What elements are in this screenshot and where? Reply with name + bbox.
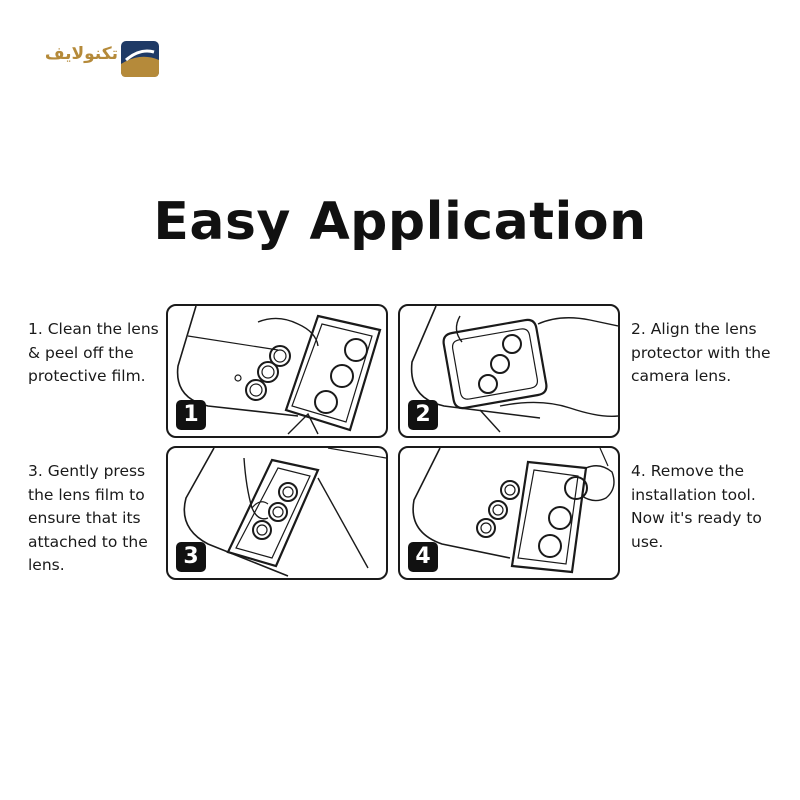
step-1-text: 1. Clean the lens & peel off the protective film. — [28, 320, 159, 385]
step-2-badge: 2 — [408, 400, 438, 430]
step-4-badge: 4 — [408, 542, 438, 572]
brand-name: تکنولایف — [44, 44, 118, 64]
step-2-text: 2. Align the lens protector with the camera lens. — [631, 320, 771, 385]
step-4-illustration — [398, 446, 620, 580]
brand-logo[interactable] — [38, 40, 162, 78]
page-title: Easy Application — [153, 192, 647, 252]
brand-mark-icon — [120, 40, 160, 78]
step-4-text: 4. Remove the installation tool. Now it's ready to use. — [631, 462, 762, 551]
step-3-text: 3. Gently press the lens film to ensure that its attached to the lens. — [28, 462, 148, 574]
step-1-illustration — [166, 304, 388, 438]
step-1-badge: 1 — [176, 400, 206, 430]
step-2-illustration — [398, 304, 620, 438]
step-3-badge: 3 — [176, 542, 206, 572]
step-3-illustration — [166, 446, 388, 580]
